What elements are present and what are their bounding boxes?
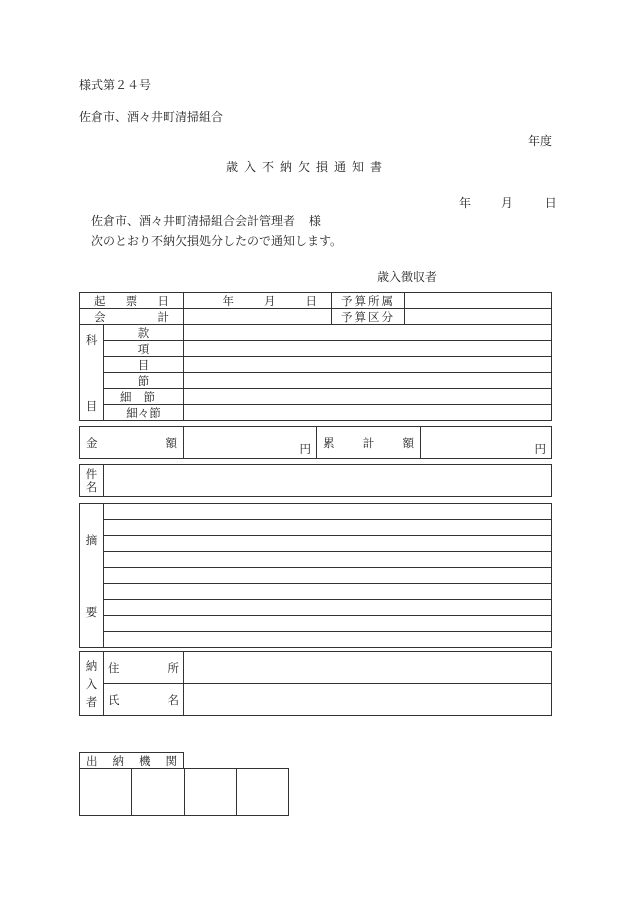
payer-address-label: 住 所: [104, 652, 184, 684]
fiscal-year-label: 年度: [528, 134, 553, 148]
accounting-label: 会 計: [80, 309, 184, 325]
payer-vertical-label: 納入者: [80, 652, 104, 716]
body-text: 次のとおり不納欠損処分したので通知します。: [91, 234, 343, 248]
subject-matter-field[interactable]: [104, 465, 552, 497]
amount-table: [79, 426, 552, 459]
header-table: [79, 292, 552, 421]
addressee-line: [91, 214, 321, 228]
subject-row-label: 細々節: [104, 405, 184, 421]
payer-table: [79, 651, 552, 716]
voucher-date-label: 起 票 日: [80, 293, 184, 309]
treasury-stamp-box[interactable]: [80, 769, 132, 816]
summary-line[interactable]: [104, 584, 552, 600]
honorific: 様: [308, 214, 321, 228]
budget-class-field[interactable]: [405, 309, 552, 325]
amount-field[interactable]: [184, 427, 317, 459]
summary-line[interactable]: [104, 616, 552, 632]
document-title: 歳入不納欠損通知書: [226, 160, 389, 174]
summary-vertical-label: [80, 504, 104, 648]
summary-line[interactable]: [104, 552, 552, 568]
date-year: 年: [459, 196, 472, 210]
voucher-date-year: 年: [222, 293, 234, 308]
amount-label: 金 額: [80, 427, 184, 459]
summary-line[interactable]: [104, 520, 552, 536]
subject-row-field[interactable]: [184, 341, 552, 357]
subject-row-label: 款: [104, 325, 184, 341]
treasury-stamp-box[interactable]: [132, 769, 185, 816]
budget-dept-field[interactable]: [405, 293, 552, 309]
voucher-date-month: 月: [264, 293, 276, 308]
payer-name-field[interactable]: [184, 684, 552, 716]
yen-unit: 円: [534, 441, 546, 456]
subject-row-label: 細節: [104, 389, 184, 405]
voucher-date-day: 日: [305, 293, 317, 308]
payer-address-field[interactable]: [184, 652, 552, 684]
subject-row-label: 目: [104, 357, 184, 373]
treasury-label-table: [79, 752, 184, 769]
subject-row-field[interactable]: [184, 373, 552, 389]
date-day: 日: [544, 196, 557, 210]
summary-line[interactable]: [104, 536, 552, 552]
subject-row-field[interactable]: [184, 389, 552, 405]
issue-date: [459, 196, 557, 210]
subject-row-label: 項: [104, 341, 184, 357]
treasury-label: 出 納 機 関: [80, 753, 184, 769]
subject-row-field[interactable]: [184, 405, 552, 421]
date-month: 月: [500, 196, 513, 210]
subject-label-1: 科: [85, 332, 98, 347]
summary-table: [79, 503, 552, 648]
treasury-stamp-box[interactable]: [185, 769, 237, 816]
summary-line[interactable]: [104, 504, 552, 520]
voucher-date-field[interactable]: [184, 293, 332, 309]
summary-label-1: 摘: [85, 532, 98, 547]
yen-unit: 円: [299, 441, 311, 456]
payer-name-label: 氏 名: [104, 684, 184, 716]
subject-row-label: 節: [104, 373, 184, 389]
subject-label-2: 目: [85, 398, 98, 413]
collector-label: 歳入徴収者: [377, 270, 438, 284]
budget-class-label: 予算区分: [332, 309, 405, 325]
subject-matter-label: 件名: [80, 465, 104, 497]
subject-row-field[interactable]: [184, 325, 552, 341]
cumulative-label: 累 計 額: [317, 427, 421, 459]
summary-line[interactable]: [104, 632, 552, 648]
budget-dept-label: 予算所属: [332, 293, 405, 309]
treasury-stamp-box[interactable]: [237, 769, 289, 816]
organization-name: 佐倉市、酒々井町清掃組合: [79, 110, 224, 124]
accounting-field[interactable]: [184, 309, 332, 325]
treasury-stamp-table: [79, 768, 289, 816]
cumulative-field[interactable]: [421, 427, 552, 459]
summary-line[interactable]: [104, 600, 552, 616]
summary-line[interactable]: [104, 568, 552, 584]
form-number: 様式第２４号: [79, 78, 152, 92]
summary-label-2: 要: [85, 604, 98, 619]
addressee: 佐倉市、酒々井町清掃組合会計管理者: [91, 214, 296, 228]
subject-matter-table: [79, 464, 552, 497]
subject-row-field[interactable]: [184, 357, 552, 373]
subject-vertical-label: [80, 325, 104, 421]
